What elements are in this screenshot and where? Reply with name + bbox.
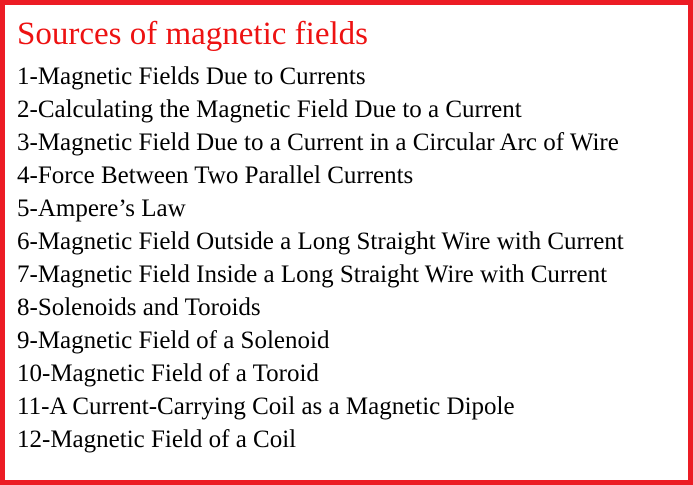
list-item: 5-Ampere’s Law <box>17 195 186 222</box>
list-item: 1-Magnetic Fields Due to Currents <box>17 63 366 90</box>
list-item: 4-Force Between Two Parallel Currents <box>17 162 414 189</box>
list-item: 10-Magnetic Field of a Toroid <box>17 360 319 387</box>
list-item: 9-Magnetic Field of a Solenoid <box>17 327 330 354</box>
list-item: 3-Magnetic Field Due to a Current in a Circular Arc of Wire <box>17 129 619 156</box>
topic-list <box>17 60 676 456</box>
list-item: 6-Magnetic Field Outside a Long Straight Wire with Current <box>17 228 624 255</box>
list-item: 8-Solenoids and Toroids <box>17 294 261 321</box>
list-item: 2-Calculating the Magnetic Field Due to a Current <box>17 96 522 123</box>
list-item: 12-Magnetic Field of a Coil <box>17 426 297 453</box>
list-item: 7-Magnetic Field Inside a Long Straight Wire with Current <box>17 261 608 288</box>
list-item: 11-A Current-Carrying Coil as a Magnetic Dipole <box>17 393 515 420</box>
page-title: Sources of magnetic fields <box>17 16 368 52</box>
